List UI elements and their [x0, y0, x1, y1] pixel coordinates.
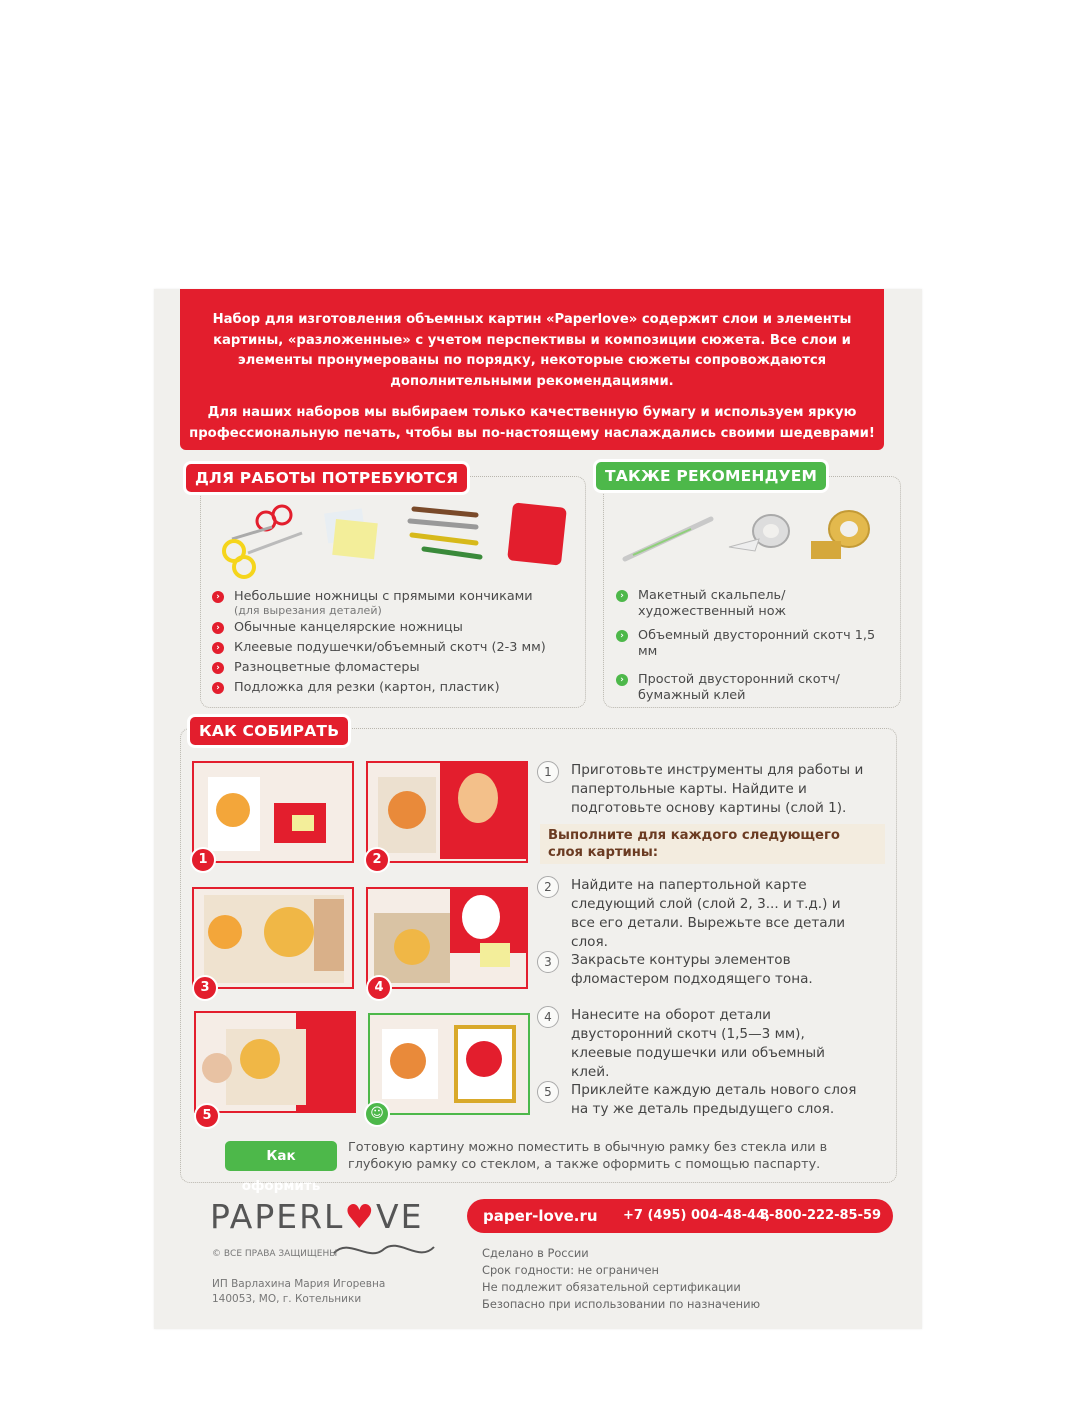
arrow-bullet-icon: ›	[616, 630, 628, 642]
step-photo-1	[192, 761, 354, 863]
assemble-title: КАК СОБИРАТЬ	[190, 717, 348, 745]
list-item: › Небольшие ножницы с прямыми кончиками (для вырезания деталей)	[212, 589, 572, 616]
office-scissors-icon	[224, 533, 302, 577]
instruction-sheet	[154, 289, 922, 1329]
scalpel-icon	[625, 519, 711, 559]
list-item: › Разноцветные фломастеры	[212, 660, 572, 676]
intro-banner	[180, 289, 884, 450]
phone-2: 8-800-222-85-59	[760, 1208, 882, 1223]
step-photo-4	[366, 887, 528, 989]
product-info: Сделано в России Срок годности: не ограничен Не подлежит обязательной сертификации Безопасно при использовании по назначению	[482, 1246, 761, 1311]
arrow-bullet-icon: ›	[212, 591, 224, 603]
rights-text: © ВСЕ ПРАВА ЗАЩИЩЕНЫ	[212, 1249, 338, 1259]
paper-tape-icon	[811, 511, 869, 559]
step-4: 4 Нанесите на оборот детали двусторонний скотч (1,5—3 мм), клеевые подушечки или объемный клей.	[537, 1006, 867, 1082]
callout-each-layer: Выполните для каждого следующего слоя картины:	[540, 824, 885, 864]
step-2: 2 Найдите на папертольной карте следующий слой (слой 2, 3... и т.д.) и все его детали. Вырежьте все детали слоя.	[537, 876, 867, 952]
adhesive-pads-icon	[324, 508, 378, 559]
step-number-badge: 2	[364, 847, 390, 873]
step-photo-2	[366, 761, 528, 863]
arrow-bullet-icon: ›	[212, 682, 224, 694]
arrow-bullet-icon: ›	[212, 642, 224, 654]
needed-tools-list	[212, 589, 572, 696]
arrow-bullet-icon: ›	[616, 674, 628, 686]
arrow-bullet-icon: ›	[616, 590, 628, 602]
recommend-title: ТАКЖЕ РЕКОМЕНДУЕМ	[596, 462, 826, 490]
website-link[interactable]: paper-love.ru	[483, 1207, 598, 1225]
double-tape-icon	[729, 515, 789, 551]
heart-icon: ♥	[344, 1197, 377, 1236]
list-item: › Простой двусторонний скотч/ бумажный клей	[616, 672, 896, 704]
intro-paragraph-2: Для наших наборов мы выбираем только качественную бумагу и используем яркую профессиональную печать, чтобы вы по-настоящему наслаждались своими шедеврами!	[189, 405, 875, 441]
arrow-bullet-icon: ›	[212, 662, 224, 674]
list-item: › Объемный двусторонний скотч 1,5 мм	[616, 628, 896, 660]
step-3: 3 Закрасьте контуры элементов фломастером подходящего тона.	[537, 951, 867, 989]
step-5: 5 Приклейте каждую деталь нового слоя на ту же деталь предыдущего слоя.	[537, 1081, 867, 1119]
step-number-badge: 5	[194, 1103, 220, 1129]
list-item: › Макетный скальпель/ художественный нож	[616, 588, 896, 620]
step-number-badge: 3	[192, 975, 218, 1001]
list-item: › Обычные канцелярские ножницы	[212, 620, 572, 636]
how-to-frame-label: Как оформить	[225, 1141, 337, 1171]
small-scissors-icon	[232, 506, 291, 539]
paperlove-logo: PAPERL♥VE	[210, 1197, 424, 1236]
logo-swirl-icon	[329, 1235, 439, 1265]
address-text: ИП Варлахина Мария Игоревна 140053, МО, г. Котельники	[212, 1278, 386, 1305]
step-photo-3	[192, 887, 354, 989]
contacts-pill	[467, 1199, 893, 1233]
tools-illustration	[214, 499, 574, 579]
how-to-frame-text: Готовую картину можно поместить в обычную рамку без стекла или в глубокую рамку со стеклом, а также оформить с помощью паспарту.	[348, 1140, 828, 1172]
step-number-badge: 1	[190, 847, 216, 873]
smiley-icon: ☺	[364, 1101, 390, 1127]
step-photo-final	[368, 1013, 530, 1115]
phone-1: +7 (495) 004-48-44,	[623, 1208, 771, 1223]
recommend-list	[616, 588, 896, 704]
list-item: › Клеевые подушечки/объемный скотч (2-3 мм)	[212, 640, 572, 656]
intro-paragraph-1: Набор для изготовления объемных картин «Paperlove» содержит слои и элементы картины, «разложенные» с учетом перспективы и композиции сюжета. Все слои и элементы пронумерованы по порядку, некоторые сюжеты сопровождаются дополнительными рекомендациями.	[212, 312, 852, 389]
markers-icon	[410, 509, 480, 557]
step-1: 1 Приготовьте инструменты для работы и папертольные карты. Найдите и подготовьте основу картины (слой 1).	[537, 761, 867, 818]
cutting-mat-icon	[507, 502, 567, 565]
recommend-illustration	[619, 507, 889, 567]
list-item: › Подложка для резки (картон, пластик)	[212, 680, 572, 696]
step-number-badge: 4	[366, 975, 392, 1001]
step-photo-5	[194, 1011, 356, 1113]
arrow-bullet-icon: ›	[212, 622, 224, 634]
needed-tools-title: ДЛЯ РАБОТЫ ПОТРЕБУЮТСЯ	[186, 464, 467, 492]
